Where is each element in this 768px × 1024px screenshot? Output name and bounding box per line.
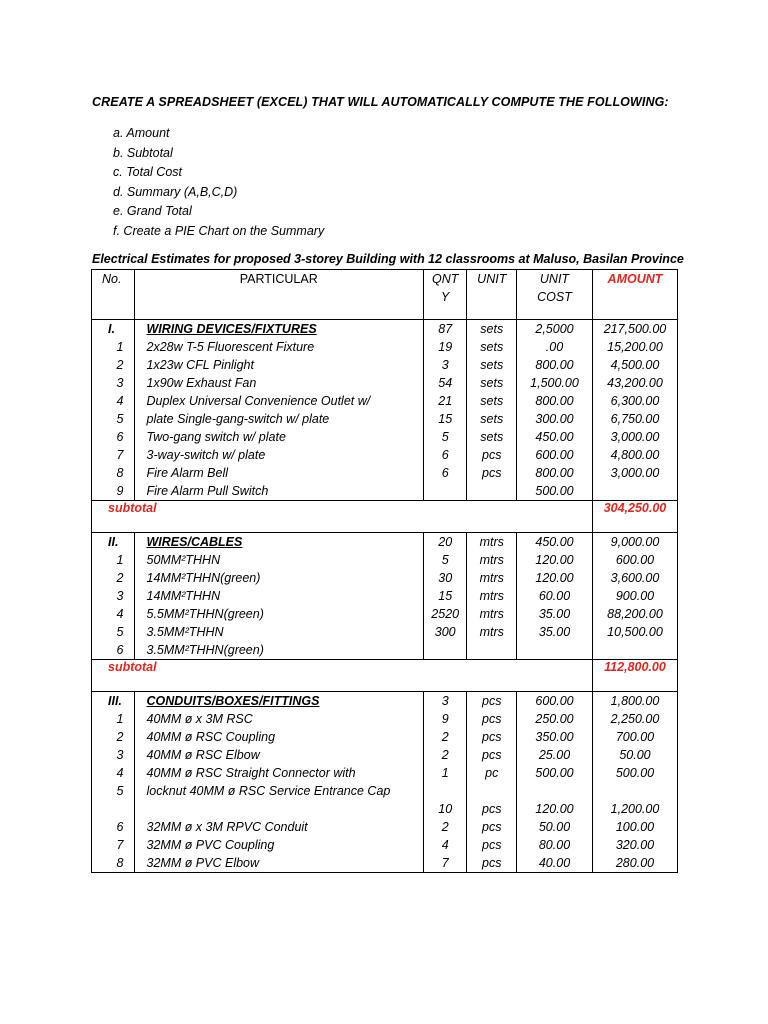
section-2-amounts (592, 533, 677, 660)
task-item: a. Amount (113, 126, 170, 140)
item-quantity: 19 (438, 340, 453, 354)
item-particular: Fire Alarm Pull Switch (146, 484, 269, 498)
item-unit-cost: 800.00 (535, 466, 574, 480)
subtotal-label: subtotal (92, 501, 593, 533)
item-amount: 3,000.00 (610, 466, 660, 480)
item-quantity: 21 (438, 394, 453, 408)
item-unit: pcs (482, 802, 502, 816)
item-number: 5 (116, 625, 124, 639)
header-no: No. (92, 270, 135, 320)
item-number: 8 (116, 856, 124, 870)
item-amount: 217,500.00 (603, 322, 667, 336)
item-quantity: 3 (441, 358, 449, 372)
header-amount: AMOUNT (592, 270, 677, 320)
item-number: 9 (116, 484, 124, 498)
item-amount: 2,250.00 (610, 712, 660, 726)
item-particular: 3-way-switch w/ plate (146, 448, 266, 462)
item-quantity: 2 (441, 820, 449, 834)
item-amount (593, 782, 677, 800)
item-unit-cost: .00 (545, 340, 564, 354)
task-item: c. Total Cost (113, 165, 183, 179)
item-amount: 88,200.00 (607, 607, 663, 621)
item-quantity: 6 (441, 466, 449, 480)
item-unit: pcs (482, 838, 502, 852)
item-particular: plate Single-gang-switch w/ plate (146, 412, 330, 426)
item-quantity: 10 (438, 802, 453, 816)
section-1-amounts (592, 320, 677, 501)
item-unit-cost: 60.00 (538, 589, 571, 603)
task-list (113, 124, 324, 241)
subtotal-value: 304,250.00 (592, 501, 677, 533)
item-amount: 1,200.00 (610, 802, 660, 816)
item-unit-cost: 35.00 (538, 625, 571, 639)
item-unit: pcs (482, 748, 502, 762)
item-amount: 900.00 (615, 589, 655, 603)
section-3-amounts (592, 692, 677, 873)
instruction-heading: CREATE A SPREADSHEET (EXCEL) THAT WILL AUTOMATICALLY COMPUTE THE FOLLOWING: (92, 95, 669, 109)
item-unit: pcs (482, 856, 502, 870)
item-number: 5 (116, 412, 124, 426)
item-particular: 40MM ø RSC Coupling (146, 730, 276, 744)
subtotal-row-wiring (92, 501, 678, 533)
section-3-units (467, 692, 517, 873)
item-amount: 15,200.00 (607, 340, 663, 354)
item-particular: 2x28w T-5 Fluorescent Fixture (146, 340, 315, 354)
item-quantity: 2520 (431, 607, 460, 621)
section-2-particulars (134, 533, 423, 660)
item-unit: sets (480, 322, 504, 336)
item-unit-cost: 600.00 (535, 448, 574, 462)
item-quantity: 2 (441, 748, 449, 762)
item-unit: mtrs (479, 589, 504, 603)
item-particular: 1x90w Exhaust Fan (146, 376, 257, 390)
item-number: 1 (116, 553, 124, 567)
item-unit-cost: 120.00 (535, 553, 574, 567)
item-amount: 500.00 (615, 766, 655, 780)
table-header-row (92, 270, 678, 320)
item-unit: pcs (482, 820, 502, 834)
section-1-particulars (134, 320, 423, 501)
section-title: WIRES/CABLES (146, 535, 243, 549)
subtotal-value: 112,800.00 (592, 660, 677, 692)
item-particular: Duplex Universal Convenience Outlet w/ (146, 394, 371, 408)
section-3-numbers (92, 692, 135, 873)
item-unit: pcs (482, 466, 502, 480)
header-quantity (423, 270, 467, 320)
section-title: WIRING DEVICES/FIXTURES (146, 322, 317, 336)
item-unit-cost: 2,5000 (535, 322, 574, 336)
item-number: 3 (116, 589, 124, 603)
item-particular: 1x23w CFL Pinlight (146, 358, 254, 372)
item-particular: 5.5MM²THHN(green) (146, 607, 264, 621)
section-1-units (467, 320, 517, 501)
item-number: 6 (116, 820, 124, 834)
section-1-numbers (92, 320, 135, 501)
section-number: I. (108, 322, 115, 336)
item-unit: pcs (482, 694, 502, 708)
item-unit: mtrs (479, 571, 504, 585)
item-unit: sets (480, 394, 504, 408)
item-amount: 4,500.00 (610, 358, 660, 372)
item-quantity (424, 782, 467, 800)
item-unit-cost: 120.00 (535, 571, 574, 585)
item-particular: 14MM²THHN(green) (146, 571, 261, 585)
item-unit: sets (480, 376, 504, 390)
item-particular: 32MM ø PVC Elbow (146, 856, 260, 870)
item-unit: pcs (482, 712, 502, 726)
item-particular: 32MM ø PVC Coupling (146, 838, 275, 852)
item-quantity: 1 (441, 766, 449, 780)
item-particular: 3.5MM²THHN (146, 625, 224, 639)
item-quantity: 54 (438, 376, 453, 390)
item-quantity: 4 (441, 838, 449, 852)
item-quantity: 7 (441, 856, 449, 870)
item-unit: mtrs (479, 607, 504, 621)
item-unit-cost: 1,500.00 (530, 376, 579, 390)
item-unit-cost (517, 782, 592, 800)
header-unit-cost-line1: UNIT (539, 272, 570, 286)
header-quantity-line1: QNT (432, 272, 459, 286)
item-unit-cost: 40.00 (538, 856, 571, 870)
item-amount: 4,800.00 (610, 448, 660, 462)
item-number: 2 (116, 358, 124, 372)
item-quantity: 15 (438, 412, 453, 426)
header-quantity-line2: Y (441, 290, 450, 304)
item-unit-cost: 250.00 (535, 712, 574, 726)
item-amount: 3,600.00 (610, 571, 660, 585)
item-quantity: 5 (441, 430, 449, 444)
section-1-unit-costs (517, 320, 593, 501)
item-number: 7 (116, 448, 124, 462)
item-number: 3 (116, 748, 124, 762)
section-3-unit-costs (517, 692, 593, 873)
task-item: b. Subtotal (113, 145, 173, 160)
section-row-wires (92, 533, 678, 660)
item-unit-cost: 80.00 (538, 838, 571, 852)
item-particular: 50MM²THHN (146, 553, 221, 567)
subtotal-label: subtotal (92, 660, 593, 692)
item-amount: 320.00 (615, 838, 655, 852)
item-unit: sets (480, 412, 504, 426)
estimate-table (91, 269, 678, 873)
section-1-quantities (423, 320, 467, 501)
item-quantity: 2 (441, 730, 449, 744)
item-unit (467, 782, 516, 800)
item-unit-cost: 300.00 (535, 412, 574, 426)
item-number: 8 (116, 466, 124, 480)
item-amount: 50.00 (619, 748, 651, 762)
item-unit-cost: 450.00 (535, 430, 574, 444)
section-2-numbers (92, 533, 135, 660)
item-quantity: 30 (438, 571, 453, 585)
item-unit-cost: 600.00 (535, 694, 574, 708)
item-number: 2 (116, 571, 124, 585)
item-number: 7 (116, 838, 124, 852)
section-title: CONDUITS/BOXES/FITTINGS (146, 694, 320, 708)
item-particular: 14MM²THHN (146, 589, 221, 603)
item-quantity: 5 (441, 553, 449, 567)
item-unit-cost: 450.00 (535, 535, 574, 549)
section-3-quantities (423, 692, 467, 873)
item-amount: 700.00 (615, 730, 655, 744)
item-unit-cost: 350.00 (535, 730, 574, 744)
item-number: 5 (116, 784, 124, 798)
item-quantity: 9 (441, 712, 449, 726)
item-unit-cost: 800.00 (535, 394, 574, 408)
item-unit: sets (480, 340, 504, 354)
item-particular: Fire Alarm Bell (146, 466, 228, 480)
item-number (92, 800, 134, 818)
item-unit-cost: 800.00 (535, 358, 574, 372)
item-particular: 3.5MM²THHN(green) (146, 643, 264, 657)
section-2-quantities (423, 533, 467, 660)
item-unit: pcs (482, 448, 502, 462)
item-particular: 32MM ø x 3M RPVC Conduit (146, 820, 308, 834)
item-amount: 100.00 (615, 820, 655, 834)
section-row-wiring (92, 320, 678, 501)
item-amount: 1,800.00 (610, 694, 660, 708)
item-amount: 6,300.00 (610, 394, 660, 408)
item-particular (147, 800, 423, 818)
item-particular: 40MM ø RSC Elbow (146, 748, 260, 762)
subtotal-row-wires (92, 660, 678, 692)
item-unit-cost: 50.00 (538, 820, 571, 834)
task-item: e. Grand Total (113, 204, 192, 218)
item-quantity: 20 (438, 535, 453, 549)
item-unit-cost: 25.00 (538, 748, 571, 762)
item-unit: pc (485, 766, 499, 780)
item-amount: 3,000.00 (610, 430, 660, 444)
item-unit: mtrs (479, 535, 504, 549)
task-item: d. Summary (A,B,C,D) (113, 184, 238, 199)
section-2-units (467, 533, 517, 660)
section-3-particulars (134, 692, 423, 873)
item-number: 4 (116, 766, 124, 780)
item-particular: 40MM ø x 3M RSC (146, 712, 253, 726)
section-row-conduits (92, 692, 678, 873)
item-amount: 43,200.00 (607, 376, 663, 390)
item-unit: sets (480, 358, 504, 372)
item-unit-cost: 35.00 (538, 607, 571, 621)
item-number: 4 (116, 394, 124, 408)
header-particular: PARTICULAR (134, 270, 423, 320)
header-unit: UNIT (467, 270, 517, 320)
item-particular: 40MM ø RSC Straight Connector with (146, 766, 356, 780)
item-number: 2 (116, 730, 124, 744)
item-amount: 9,000.00 (610, 535, 660, 549)
item-unit-cost: 500.00 (535, 484, 574, 498)
item-amount: 600.00 (615, 553, 655, 567)
item-quantity: 87 (438, 322, 453, 336)
item-number: 6 (116, 430, 124, 444)
header-unit-cost (517, 270, 593, 320)
section-number: III. (108, 694, 122, 708)
item-unit-cost: 120.00 (535, 802, 574, 816)
header-unit-cost-line2: COST (537, 290, 572, 304)
item-amount: 10,500.00 (607, 625, 663, 639)
section-2-unit-costs (517, 533, 593, 660)
item-number: 1 (116, 712, 124, 726)
item-unit: mtrs (479, 553, 504, 567)
item-number: 6 (116, 643, 124, 657)
item-unit-cost: 500.00 (535, 766, 574, 780)
item-particular: Two-gang switch w/ plate (146, 430, 286, 444)
item-quantity: 300 (434, 625, 456, 639)
item-quantity: 6 (441, 448, 449, 462)
item-unit: sets (480, 430, 504, 444)
item-unit: mtrs (479, 625, 504, 639)
section-number: II. (108, 535, 119, 549)
item-number: 1 (116, 340, 124, 354)
item-quantity: 3 (441, 694, 449, 708)
item-number: 4 (116, 607, 124, 621)
item-particular: locknut 40MM ø RSC Service Entrance Cap (146, 784, 391, 798)
item-quantity: 15 (438, 589, 453, 603)
item-unit: pcs (482, 730, 502, 744)
table-caption: Electrical Estimates for proposed 3-storey Building with 12 classrooms at Maluso, Basilan Province (92, 252, 684, 266)
task-item: f. Create a PIE Chart on the Summary (113, 223, 325, 238)
item-number: 3 (116, 376, 124, 390)
item-amount: 280.00 (615, 856, 655, 870)
item-amount: 6,750.00 (610, 412, 660, 426)
